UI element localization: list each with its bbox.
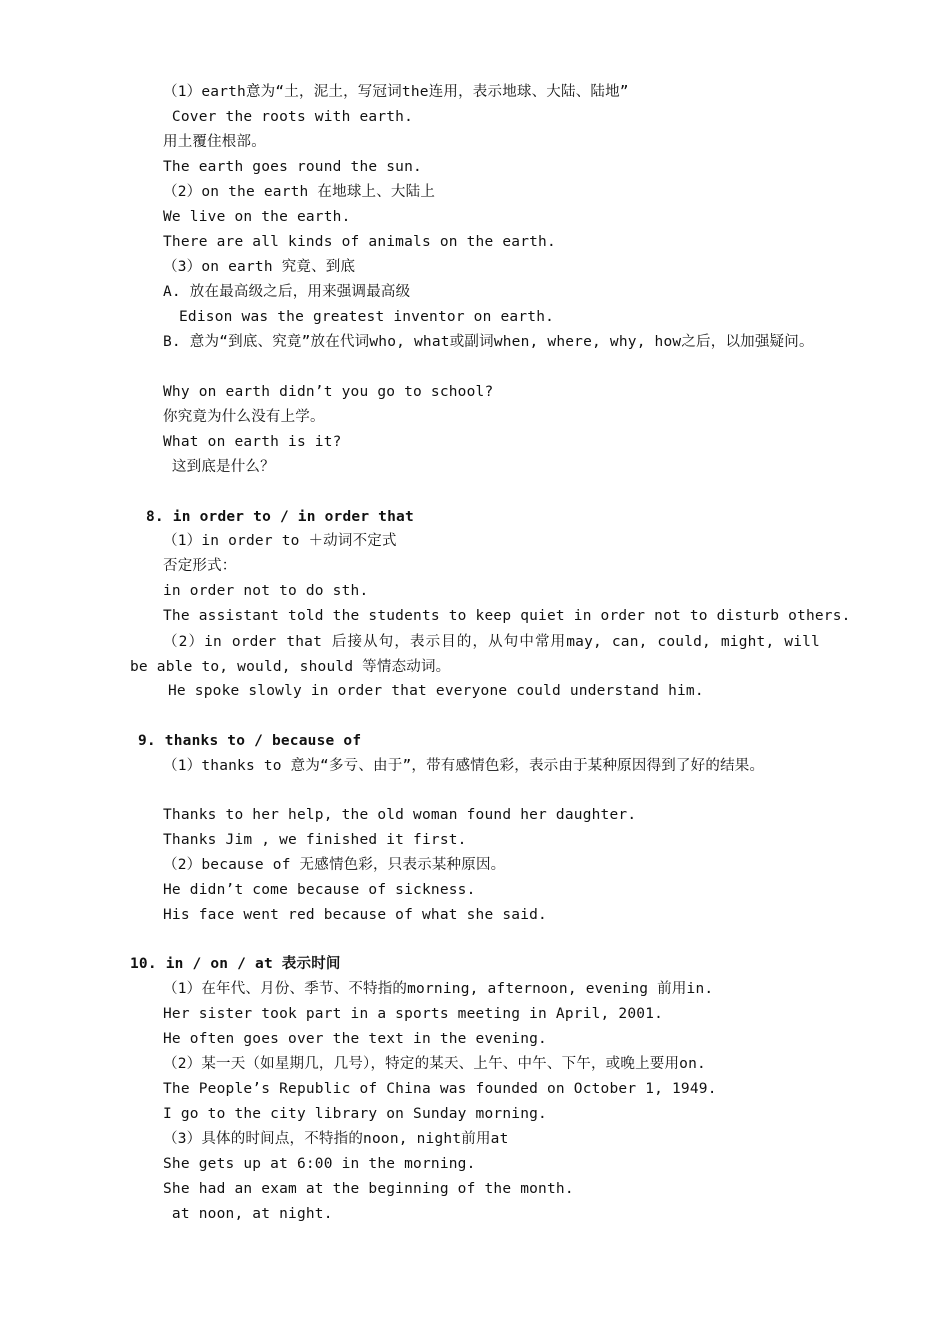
text-line: He didn’t come because of sickness. [163, 882, 476, 898]
text-line: Cover the roots with earth. [163, 109, 414, 125]
text-line: 否定形式： [163, 558, 237, 574]
text-line: （3）具体的时间点，不特指的noon, night前用at [163, 1131, 509, 1147]
text-line: Edison was the greatest inventor on earth. [179, 309, 555, 325]
text-line: We live on the earth. [163, 209, 351, 225]
text-paragraph: （1）thanks to 意为“多亏、由于”，带有感情色彩，表示由于某种原因得到了好的结果。 [163, 758, 765, 774]
section-heading: 10. in / on / at 表示时间 [130, 956, 341, 972]
text-line: The People’s Republic of China was founded on October 1, 1949. [163, 1081, 717, 1097]
text-line: There are all kinds of animals on the earth. [163, 234, 556, 250]
text-line: （2）某一天（如星期几，几号），特定的某天、上午、中午、下午，或晚上要用on. [163, 1056, 706, 1072]
text-line: He spoke slowly in order that everyone could understand him. [168, 683, 704, 699]
section-heading: 9. thanks to / because of [138, 733, 362, 749]
text-line: Thanks to her help, the old woman found her daughter. [163, 807, 637, 823]
text-line: 这到底是什么？ [163, 459, 275, 475]
text-line: Thanks Jim , we finished it first. [163, 832, 467, 848]
text-line: A. 放在最高级之后，用来强调最高级 [163, 284, 411, 300]
text-line: 你究竟为什么没有上学。 [163, 409, 325, 425]
text-line: His face went red because of what she said. [163, 907, 547, 923]
text-line: in order not to do sth. [163, 583, 369, 599]
text-line: （1）earth意为“土，泥土，写冠词the连用，表示地球、大陆、陆地” [163, 84, 629, 100]
text-line: I go to the city library on Sunday morning. [163, 1106, 547, 1122]
text-line: The earth goes round the sun. [163, 159, 422, 175]
text-line: （1）in order to ＋动词不定式 [163, 533, 397, 549]
text-line: （2）on the earth 在地球上、大陆上 [163, 184, 436, 200]
text-line: She had an exam at the beginning of the month. [163, 1181, 574, 1197]
text-line: （2）because of 无感情色彩，只表示某种原因。 [163, 857, 506, 873]
text-line: 用土覆住根部。 [163, 134, 266, 150]
text-line: The assistant told the students to keep quiet in order not to disturb others. [163, 608, 851, 624]
text-line: He often goes over the text in the evening. [163, 1031, 547, 1047]
text-line: at noon, at night. [163, 1206, 333, 1222]
text-paragraph: （2）in order that 后接从句，表示目的，从句中常用may, can, could, might, will be able to, would, should 等情态动词。 [130, 634, 820, 675]
section-heading: 8. in order to / in order that [146, 509, 414, 525]
text-line: （3）on earth 究竟、到底 [163, 259, 356, 275]
text-line: She gets up at 6:00 in the morning. [163, 1156, 476, 1172]
text-line: What on earth is it? [163, 434, 342, 450]
text-line: （1）在年代、月份、季节、不特指的morning, afternoon, evening 前用in. [163, 981, 714, 997]
text-line: Why on earth didn’t you go to school? [163, 384, 494, 400]
text-paragraph: B. 意为“到底、究竟”放在代词who, what或副词when, where, why, how之后，以加强疑问。 [163, 334, 814, 350]
text-line: Her sister took part in a sports meeting in April, 2001. [163, 1006, 664, 1022]
